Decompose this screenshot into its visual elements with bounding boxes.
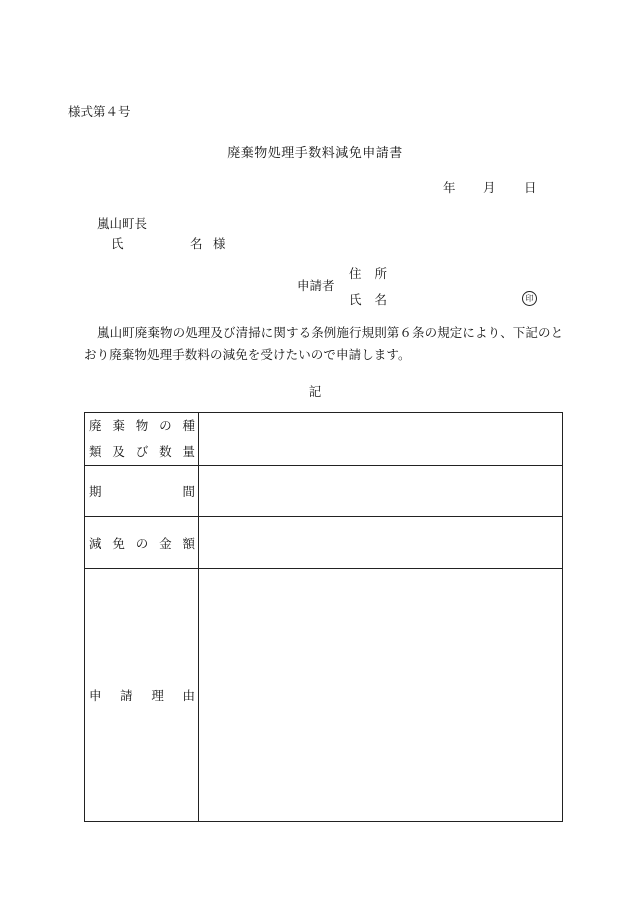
label-char: 申 — [89, 688, 102, 703]
label-char: の — [135, 535, 149, 551]
label-char: 免 — [112, 535, 125, 551]
label-char: 棄 — [112, 418, 125, 433]
form-number: 様式第４号 — [68, 104, 131, 119]
addressee-organization: 嵐山町長 — [97, 216, 148, 231]
label-char: 由 — [182, 688, 195, 703]
request-table — [84, 412, 563, 822]
label-char: 廃 — [89, 418, 102, 433]
label-char: 額 — [182, 535, 195, 551]
label-char: 減 — [89, 535, 102, 551]
date-day-label: 日 — [524, 180, 537, 195]
applicant-label: 申請者 — [297, 278, 335, 293]
label-char: 期 — [89, 484, 102, 499]
waste-type-field[interactable] — [199, 413, 563, 466]
body-paragraph: 嵐山町廃棄物の処理及び清掃に関する条例施行規則第６条の規定により、下記のとおり廃棄物処理手数料の減免を受けたいので申請します。 — [84, 325, 564, 362]
table-row-period — [85, 466, 563, 517]
label-char: 物 — [135, 418, 149, 433]
ki-heading: 記 — [308, 384, 322, 399]
applicant-address-label: 住所 — [349, 266, 401, 281]
addressee-name-mei: 名 — [190, 236, 203, 251]
label-char: 理 — [151, 688, 164, 703]
label-char: 間 — [182, 484, 195, 499]
label-char: 請 — [120, 688, 133, 703]
waste-type-label — [85, 413, 199, 466]
table-row-waste-type — [85, 413, 563, 466]
label-char: び — [135, 444, 149, 459]
document-title: 廃棄物処理手数料減免申請書 — [227, 146, 403, 161]
exemption-amount-field[interactable] — [199, 517, 563, 569]
reason-label — [85, 569, 199, 822]
date-year-label: 年 — [443, 180, 456, 195]
applicant-name-label: 氏名 — [349, 292, 401, 307]
addressee-honorific: 様 — [213, 236, 226, 251]
label-char: 種 — [182, 418, 195, 433]
label-char: 金 — [159, 535, 172, 551]
label-char: 及 — [112, 444, 125, 459]
label-char: の — [159, 418, 172, 433]
label-char: 量 — [182, 444, 195, 459]
date-month-label: 月 — [483, 180, 496, 195]
period-field[interactable] — [199, 466, 563, 517]
table-row-reason — [85, 569, 563, 822]
period-label — [85, 466, 199, 517]
label-char: 数 — [159, 444, 172, 459]
table-row-exemption-amount — [85, 517, 563, 569]
addressee-name-shi: 氏 — [111, 236, 124, 251]
seal-mark: 印 — [522, 291, 537, 306]
exemption-amount-label — [85, 517, 199, 569]
label-char: 類 — [89, 444, 102, 459]
reason-field[interactable] — [199, 569, 563, 822]
